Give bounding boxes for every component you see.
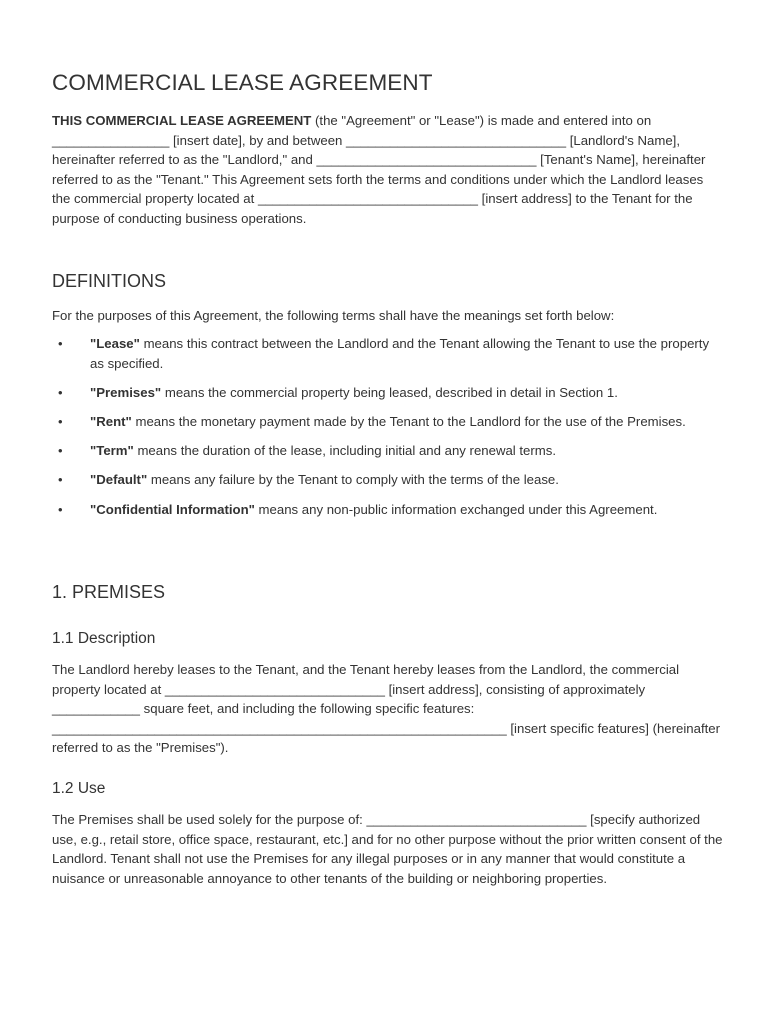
definition-text: means the duration of the lease, including initial and any renewal terms.	[133, 443, 557, 459]
description-heading: 1.1 Description	[52, 630, 156, 647]
definition-text: means this contract between the Landlord and the Tenant allowing the Tenant to use the property as specified.	[90, 336, 710, 371]
list-item	[52, 383, 724, 403]
use-heading: 1.2 Use	[52, 780, 106, 797]
definition-term: "Rent"	[90, 413, 132, 429]
bullet-icon: •	[58, 336, 63, 351]
definition-term: "Default"	[90, 472, 148, 488]
bullet-icon: •	[58, 384, 63, 400]
definition-term: "Confidential Information"	[90, 501, 255, 517]
premises-heading: 1. PREMISES	[52, 582, 166, 602]
definition-text: means the monetary payment made by the Tenant to the Landlord for the use of the Premises.	[131, 413, 686, 429]
bullet-icon: •	[58, 443, 63, 459]
list-item	[52, 500, 724, 520]
bullet-icon: •	[58, 472, 63, 488]
document-title: COMMERCIAL LEASE AGREEMENT	[52, 70, 433, 95]
definition-term: "Lease"	[90, 336, 140, 351]
list-item	[52, 470, 724, 490]
definitions-list	[52, 334, 724, 529]
list-item	[52, 441, 724, 461]
list-item	[52, 412, 724, 432]
definitions-lead: For the purposes of this Agreement, the following terms shall have the meanings set forth below:	[52, 308, 615, 323]
intro-text: (the "Agreement" or "Lease") is made and entered into on ________________ [insert date], by and between ______________________________ [Landlord's Name], hereinafter referred to as the "Landlord," and ______________________________ [Tenant's Name], hereinafter referred to as the "Tenant." This Agreement sets forth the terms and conditions under which the Landlord leases the commercial property located at ______________________________ [insert address] to the Tenant for the purpose of conducting business operations.	[52, 113, 706, 226]
intro-lead: THIS COMMERCIAL LEASE AGREEMENT	[52, 113, 312, 128]
list-item	[52, 334, 724, 373]
bullet-icon: •	[58, 413, 63, 429]
definition-term: "Premises"	[90, 384, 162, 400]
use-paragraph: The Premises shall be used solely for the purpose of: ______________________________ [specify authorized use, e.g., retail store, office space, restaurant, etc.] and for no other purpose without the prior written consent of the Landlord. Tenant shall not use the Premises for any illegal purposes or in any manner that would constitute a nuisance or unreasonable annoyance to other tenants of the building or neighboring properties.	[52, 812, 723, 886]
definition-text: means any non-public information exchanged under this Agreement.	[254, 501, 658, 517]
bullet-icon: •	[58, 501, 63, 517]
definition-term: "Term"	[90, 443, 134, 459]
description-paragraph: The Landlord hereby leases to the Tenant, and the Tenant hereby leases from the Landlord, the commercial property located at ______________________________ [insert address], consisting of approximately ____________ square feet, and including the following specific features: ______________________________________________________________ [insert specific features] (hereinafter referred to as the "Premises").	[52, 662, 721, 756]
definition-text: means any failure by the Tenant to comply with the terms of the lease.	[147, 472, 559, 488]
definitions-heading: DEFINITIONS	[52, 271, 167, 291]
intro-paragraph	[52, 111, 724, 229]
definition-text: means the commercial property being leased, described in detail in Section 1.	[161, 384, 618, 400]
